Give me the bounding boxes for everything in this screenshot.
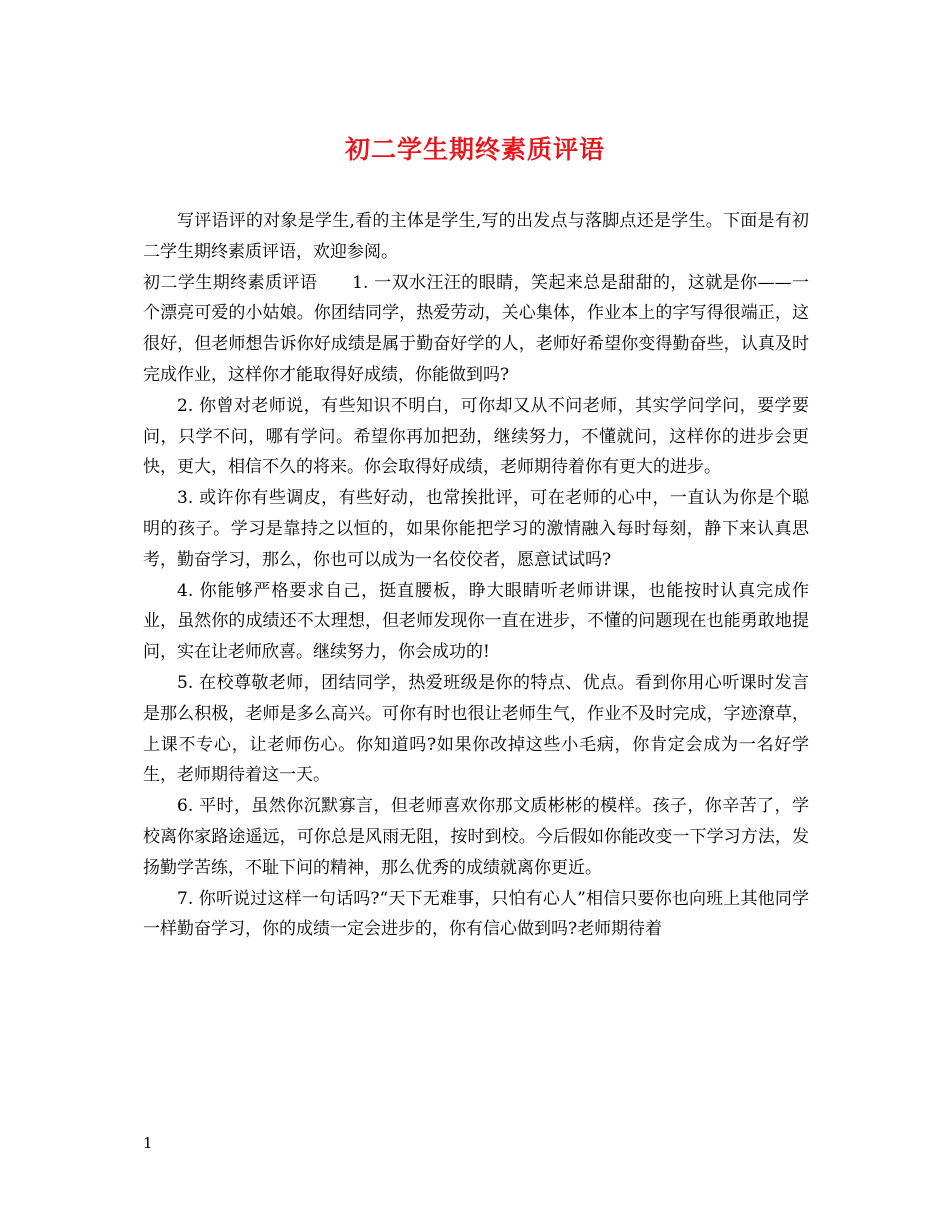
intro-paragraph: 写评语评的对象是学生,看的主体是学生,写的出发点与落脚点还是学生。下面是有初二学生期终素质评语，欢迎参阅。 <box>143 211 809 262</box>
page-number: 1 <box>143 1134 153 1152</box>
paragraph-5: 5. 在校尊敬老师，团结同学，热爱班级是你的特点、优点。看到你用心听课时发言是那么积极，老师是多么高兴。可你有时也很让老师生气，作业不及时完成，字迹潦草，上课不专心，让老师伤心。你知道吗?如果你改掉这些小毛病，你肯定会成为一名好学生，老师期待着这一天。 <box>143 672 809 786</box>
paragraph-7: 7. 你听说过这样一句话吗?“天下无难事，只怕有心人”相信只要你也向班上其他同学一样勤奋学习，你的成绩一定会进步的，你有信心做到吗?老师期待着 <box>143 888 809 940</box>
document-body <box>143 206 809 945</box>
paragraph-3: 3. 或许你有些调皮，有些好动，也常挨批评，可在老师的心中，一直认为你是个聪明的孩子。学习是靠持之以恒的，如果你能把学习的激情融入每时每刻，静下来认真思考，勤奋学习，那么，你也可以成为一名佼佼者，愿意试试吗? <box>143 488 809 570</box>
paragraph-4: 4. 你能够严格要求自己，挺直腰板，睁大眼睛听老师讲课，也能按时认真完成作业，虽然你的成绩还不太理想，但老师发现你一直在进步，不懂的问题现在也能勇敢地提问，实在让老师欣喜。继续努力，你会成功的! <box>143 580 809 663</box>
paragraph-2: 2. 你曾对老师说，有些知识不明白，可你却又从不问老师，其实学问学问，要学要问，只学不问，哪有学问。希望你再加把劲，继续努力，不懂就问，这样你的进步会更快，更大，相信不久的将来。你会取得好成绩，老师期待着你有更大的进步。 <box>143 395 809 478</box>
paragraph-6: 6. 平时，虽然你沉默寡言，但老师喜欢你那文质彬彬的模样。孩子，你辛苦了，学校离你家路途遥远，可你总是风雨无阻，按时到校。今后假如你能改变一下学习方法，发扬勤学苦练，不耻下问的精神，那么优秀的成绩就离你更近。 <box>143 796 809 878</box>
paragraph-1: 初二学生期终素质评语 1. 一双水汪汪的眼睛，笑起来总是甜甜的，这就是你——一个漂亮可爱的小姑娘。你团结同学，热爱劳动，关心集体，作业本上的字写得很端正，这很好，但老师想告诉你好成绩是属于勤奋好学的人，老师好希望你变得勤奋些，认真及时完成作业，这样你才能取得好成绩，你能做到吗? <box>143 272 809 385</box>
page-title: 初二学生期终素质评语 <box>344 135 605 164</box>
